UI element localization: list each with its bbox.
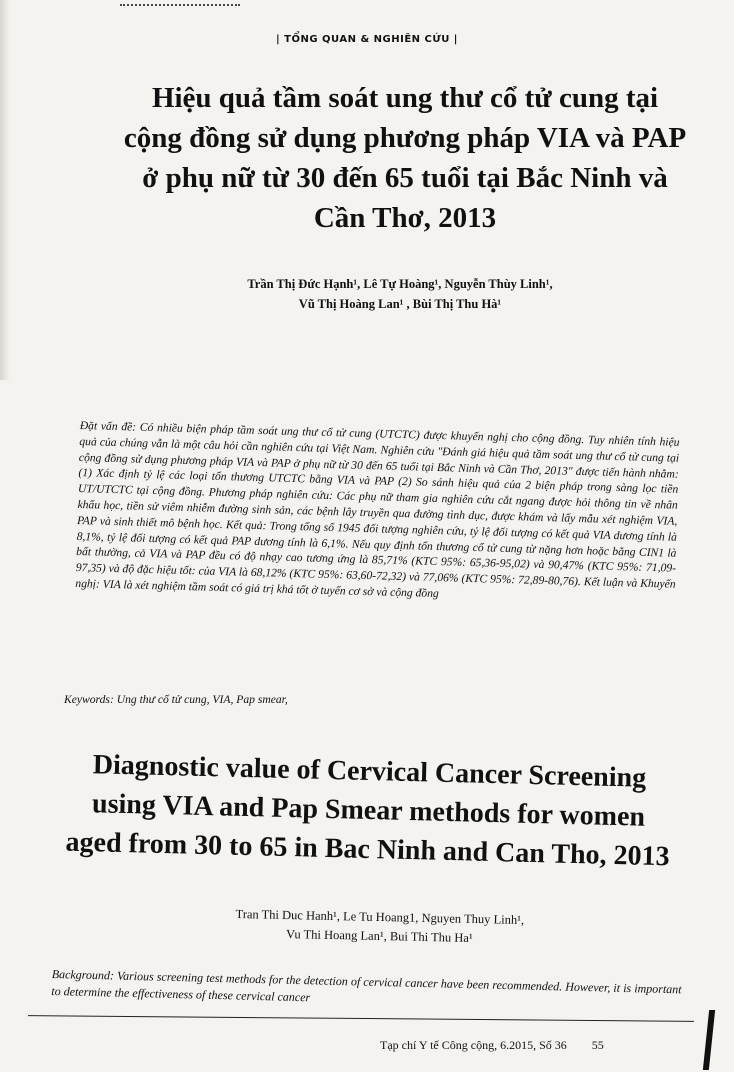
vietnamese-authors <box>130 274 670 314</box>
abstract-text: Có nhiều biện pháp tầm soát ung thư cổ tử cung (UTCTC) được khuyến nghị cho cộng đồng. Tuy nhiên tính hiệu quả của chúng vẫn là một câu hỏi cần nghiên cứu tại Việt Nam. Nghiên cứu "Đánh giá hiệu quả tầm soát ung thư cổ tử cung tại cộng đồng sử dụng phương pháp VIA và PAP ở phụ nữ từ 30 đến 65 tuổi tại Bắc Ninh và Cần Thơ, 2013" được tiến hành nhằm: (1) Xác định tỷ lệ các loại tổn thương UTCTC bằng VIA và PAP (2) So sánh hiệu quả của 2 biện pháp trong sàng lọc tiền UT/UTCTC tại cộng đồng. Phương pháp nghiên cứu: Các phụ nữ tham gia nghiên cứu cắt ngang được hỏi thông tin về nhân khẩu học, tiền sử viêm nhiễm đường sinh sản, các bệnh lây truyền qua đường tình dục, được khám và lấy mẫu xét nghiệm VIA, PAP và sinh thiết mô bệnh học. Kết quả: Trong tổng số 1945 đối tượng nghiên cứu, tỷ lệ đối tượng có kết quả VIA dương tính là 8,1%, tỷ lệ đối tượng có kết quả PAP dương tính là 6,1%. Nếu quy định tổn thương cổ tử cung từ nặng hơn hoặc bằng CIN1 là bất thường, cả VIA và PAP đều có độ nhạy cao tương ứng là 85,71% (KTC 95%: 65,36-95,02) và 90,47% (KTC 95%: 71,09-97,35) và độ đặc hiệu tốt: của VIA là 68,12% (KTC 95%: 63,60-72,32) và 77,06% (KTC 95%: 72,89-80,76). Kết luận và Khuyến nghị: VIA là xét nghiệm tầm soát có giá trị khá tốt ở tuyến cơ sở và cộng đồng <box>75 420 680 601</box>
author-line: Vu Thi Hoang Lan¹, Bui Thi Thu Ha¹ <box>285 927 473 945</box>
vietnamese-title-line: ở phụ nữ từ 30 đến 65 tuổi tại Bắc Ninh và <box>142 162 668 194</box>
keywords <box>64 693 664 706</box>
abstract-label: Đặt vấn đề: <box>79 418 137 434</box>
vietnamese-title-line: cộng đồng sử dụng phương pháp VIA và PAP <box>123 122 687 154</box>
english-title <box>27 744 710 878</box>
keywords-text: Ung thư cổ tử cung, VIA, Pap smear, <box>116 693 288 706</box>
vietnamese-abstract <box>75 418 680 608</box>
english-title-line: Diagnostic value of Cervical Cancer Screening <box>92 749 647 794</box>
english-authors <box>129 903 630 951</box>
page-edge-mark <box>703 1010 715 1070</box>
english-title-line: aged from 30 to 65 in Bac Ninh and Can Tho, 2013 <box>65 826 671 873</box>
vietnamese-title-line: Hiệu quả tầm soát ung thư cổ tử cung tại <box>151 82 659 114</box>
author-line: Tran Thi Duc Hanh¹, Le Tu Hoang1, Nguyen Thuy Linh¹, <box>235 906 525 928</box>
abstract-text: Various screening test methods for the detection of cervical cancer have been recommended. However, it is important to determine the effectiveness of these cervical cancer <box>51 968 682 1004</box>
top-dotted-mark <box>120 4 240 8</box>
keywords-label: Keywords: <box>64 693 114 706</box>
scan-shadow-edge <box>0 0 10 380</box>
journal-citation: Tạp chí Y tế Công cộng, 6.2015, Số 36 <box>380 1038 567 1052</box>
vietnamese-title-line: Cần Thơ, 2013 <box>313 202 497 234</box>
author-line: Vũ Thị Hoàng Lan¹ , Bùi Thị Thu Hà¹ <box>298 297 502 311</box>
abstract-label: Background: <box>51 966 115 983</box>
footer-divider <box>28 1015 694 1022</box>
author-line: Trần Thị Đức Hạnh¹, Lê Tự Hoàng¹, Nguyễn Thùy Linh¹, <box>247 277 553 291</box>
page-number: 55 <box>591 1038 604 1052</box>
english-title-line: using VIA and Pap Smear methods for women <box>91 788 646 833</box>
journal-footer <box>380 1038 680 1053</box>
section-tag: | TỔNG QUAN & NGHIÊN CỨU | <box>276 34 458 45</box>
vietnamese-title <box>100 78 710 238</box>
english-abstract <box>51 966 682 1014</box>
